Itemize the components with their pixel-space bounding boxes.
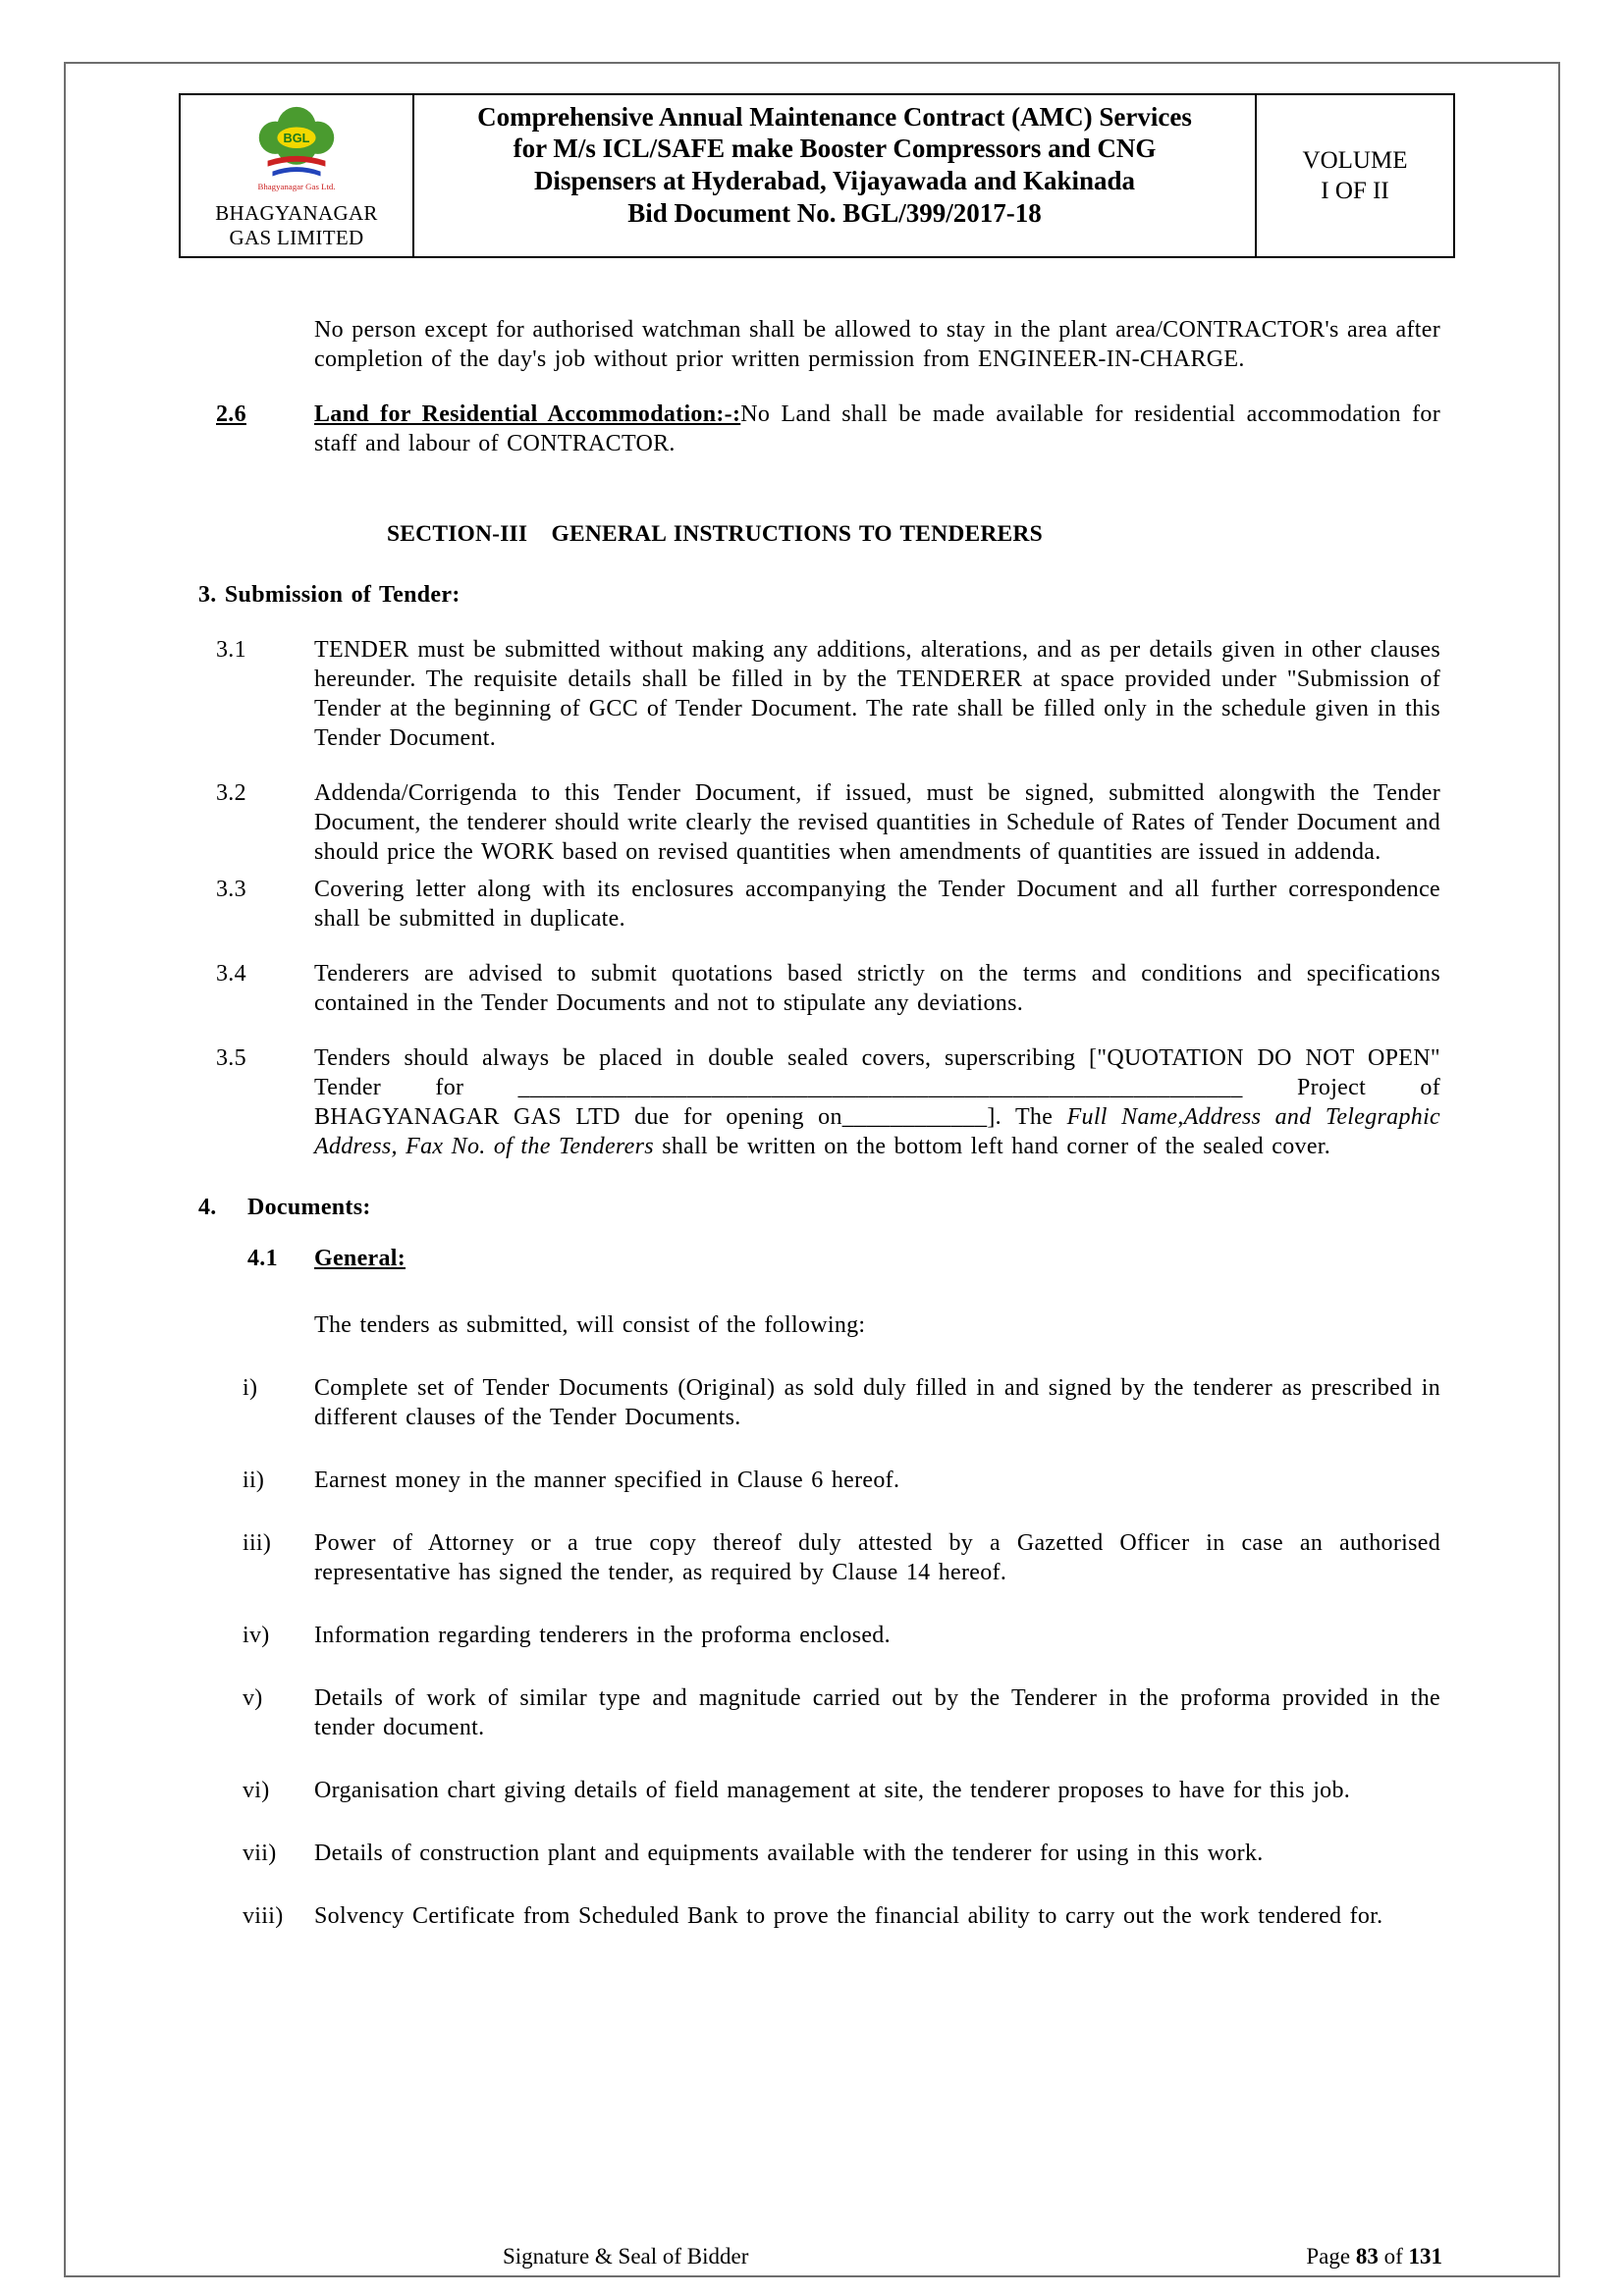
list-item-numeral: i) [243,1374,258,1401]
list-item-text: Details of work of similar type and magnitude carried out by the Tenderer in the proforma provided in the tender document. [314,1684,1440,1740]
document-list-item [198,1839,1440,1868]
clause-3-4 [198,959,1440,1018]
clause-text: Tenderers are advised to submit quotations based strictly on the terms and conditions and specifications contained in the Tender Documents and not to stipulate any deviations. [314,960,1440,1016]
clause-2-6 [198,400,1440,458]
clause-3-1 [198,635,1440,753]
list-item-numeral: iii) [243,1529,272,1556]
documents-lead-text: The tenders as submitted, will consist of the following: [314,1311,866,1338]
page-label: Page [1306,2244,1351,2269]
clause-2-6-heading: Land for Residential Accommodation:-: [314,400,741,427]
clause-text: Addenda/Corrigenda to this Tender Document, if issued, must be signed, submitted alongwith the Tender Document, the tenderer should write clearly the revised quantities in Schedule of Rates of Tender Document and should price the WORK based on revised quantities when amendments of quantities are issued in addenda. [314,779,1440,865]
clause-3-5-part4: shall be written on the bottom left hand corner of the sealed cover. [653,1133,1331,1159]
list-item-numeral: v) [243,1684,263,1711]
list-item-numeral: ii) [243,1467,265,1493]
signature-seal-label: Signature & Seal of Bidder [503,2244,749,2269]
logo-brand-text: BGL [283,131,310,146]
fill-in-blank-line: ____________________________________________________________ [517,1074,1243,1100]
general-subheading-number: 4.1 [247,1245,278,1271]
organization-name-line1: BHAGYANAGAR [215,201,378,225]
list-item-text: Earnest money in the manner specified in Clause 6 hereof. [314,1467,900,1493]
list-item-numeral: iv) [243,1622,270,1648]
list-item-numeral: vi) [243,1777,270,1803]
submission-of-tender-heading: 3. Submission of Tender: [198,581,460,608]
company-logo-icon [239,101,354,199]
document-list-item [198,1621,1440,1650]
organization-name-line2: GAS LIMITED [229,225,364,249]
document-title-cell [414,95,1257,256]
documents-heading-label: Documents: [247,1194,371,1220]
fill-in-blank-date: ____________ [841,1103,988,1130]
page-count [1306,2244,1442,2269]
document-list-item [198,1683,1440,1742]
clause-number: 3.4 [216,960,246,987]
section-heading: SECTION-III GENERAL INSTRUCTIONS TO TENDERERS [387,520,1043,547]
page-number: 83 [1355,2244,1379,2269]
clause-text [314,1043,1440,1161]
header-table [179,93,1455,258]
documents-heading [198,1193,1440,1222]
page-footer [66,2240,1558,2271]
document-list-item [198,1466,1440,1495]
list-item-numeral: viii) [243,1902,284,1929]
clause-number: 2.6 [216,400,246,427]
documents-heading-number: 4. [198,1194,217,1220]
of-label: of [1383,2244,1403,2269]
clause-number: 3.5 [216,1044,246,1071]
document-list-item [198,1776,1440,1805]
list-item-text: Power of Attorney or a true copy thereof duly attested by a Gazetted Officer in case an authorised representative has signed the tender, as required by Clause 14 hereof. [314,1529,1440,1585]
organization-name [215,201,377,250]
page-border [64,62,1560,2277]
list-item-text: Complete set of Tender Documents (Original) as sold duly filled in and signed by the tenderer as prescribed in different clauses of the Tender Documents. [314,1374,1440,1430]
list-item-numeral: vii) [243,1840,277,1866]
intro-paragraph: No person except for authorised watchman shall be allowed to stay in the plant area/CONTRACTOR's area after completion of the day's job without prior written permission from ENGINEER-IN-CHARGE. [314,316,1440,372]
clause-text: TENDER must be submitted without making any additions, alterations, and as per details given in other clauses hereunder. The requisite details shall be filled in by the TENDERER at space provided under "Submission of Tender at the beginning of GCC of Tender Document. The rate shall be filled only in the schedule given in this Tender Document. [314,636,1440,751]
volume-cell [1257,95,1453,256]
clause-number: 3.2 [216,779,246,806]
general-subheading [247,1244,1440,1273]
list-item-text: Information regarding tenderers in the proforma enclosed. [314,1622,891,1648]
clause-number: 3.1 [216,636,246,663]
clause-text: Covering letter along with its enclosures accompanying the Tender Document and all further correspondence shall be submitted in duplicate. [314,876,1440,932]
bid-document-number: Bid Document No. BGL/399/2017-18 [627,198,1042,229]
document-title: Comprehensive Annual Maintenance Contract (AMC) Services for M/s ICL/SAFE make Booster Compressors and CNG Dispensers at Hyderabad, Vijayawada and Kakinada [477,102,1192,195]
document-list-item [198,1528,1440,1587]
clause-3-3 [198,875,1440,934]
logo-caption-text: Bhagyanagar Gas Ltd. [257,182,336,192]
document-content [198,315,1440,1931]
volume-label-line1: VOLUME [1302,146,1408,174]
clause-3-5-part3: ]. The [987,1103,1067,1130]
list-item-text: Solvency Certificate from Scheduled Bank to prove the financial ability to carry out the work tendered for. [314,1902,1383,1929]
clause-3-5-part2: Project of BHAGYANAGAR GAS LTD due for opening on [314,1074,1440,1130]
clause-number: 3.3 [216,876,246,902]
list-item-text: Details of construction plant and equipments available with the tenderer for using in this work. [314,1840,1264,1866]
document-list-item [198,1373,1440,1432]
clause-3-2 [198,778,1440,867]
clause-3-5 [198,1043,1440,1161]
clause-3-5-italic: Full Name,Address and Telegraphic Address, Fax No. of the Tenderers [314,1103,1440,1159]
clause-2-6-body: No Land shall be made available for residential accommodation for staff and labour of CONTRACTOR. [314,400,1441,456]
clause-text [314,400,1440,458]
clause-3-5-part1: Tenders should always be placed in double sealed covers, superscribing ["QUOTATION DO NOT OPEN" Tender for [314,1044,1440,1100]
volume-label-line2: I OF II [1321,177,1389,204]
logo-cell [181,95,414,256]
general-subheading-label: General: [314,1245,406,1271]
document-list-item [198,1901,1440,1931]
page-total: 131 [1408,2244,1442,2269]
list-item-text: Organisation chart giving details of field management at site, the tenderer proposes to have for this job. [314,1777,1351,1803]
